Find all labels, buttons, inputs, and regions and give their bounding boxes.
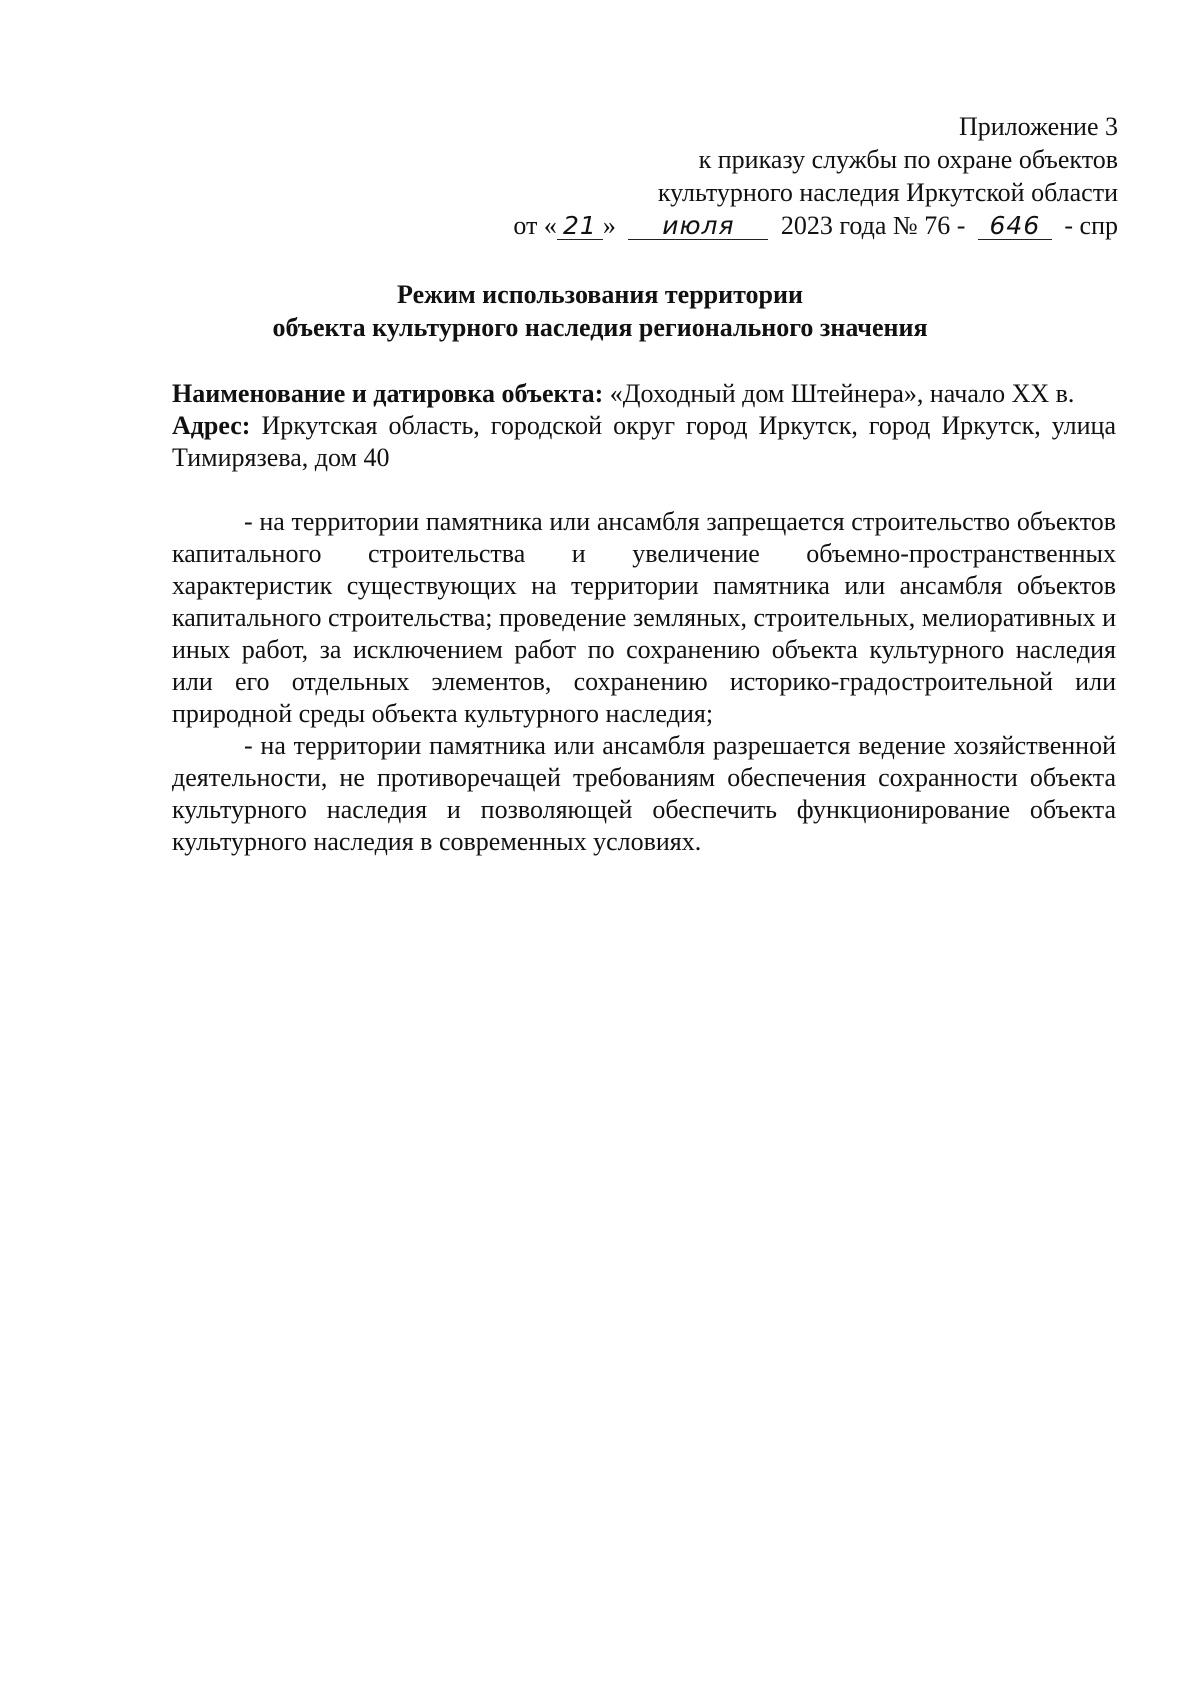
handwritten-month: июля (628, 213, 768, 240)
appendix-header (513, 110, 1118, 242)
order-date-line (513, 209, 1118, 242)
title-line-1: Режим использования территории (397, 280, 803, 309)
address-value: Иркутская область, городской округ город Иркутск, город Иркутск, улица Тимирязева, дом 40 (172, 411, 1116, 472)
handwritten-day: 21 (557, 213, 603, 240)
permission-paragraph: - на территории памятника или ансамбля разрешается ведение хозяйственной деятельности, не противоречащей требованиям обеспечения сохранности объекта культурного наследия и позволяющей обеспечить функционирование объекта культурного наследия в современных условиях. (172, 731, 1116, 856)
object-name-value: «Доходный дом Штейнера», начало XX в. (609, 379, 1075, 408)
date-mid: » (602, 211, 616, 240)
document-body (172, 378, 1116, 858)
date-prefix: от « (513, 211, 557, 240)
spacer (172, 474, 1116, 506)
issuing-authority: культурного наследия Иркутской области (657, 178, 1118, 207)
title-line-2: объекта культурного наследия регионального значения (272, 313, 928, 342)
prohibition-paragraph: - на территории памятника или ансамбля запрещается строительство объектов капитального строительства и увеличение объемно-пространственных характеристик существующих на территории памятника или ансамбля объектов капитального строительства; проведение земляных, строительных, мелиоративных и иных работ, за исключением работ по сохранению объекта культурного наследия или его отдельных элементов, сохранению историко-градостроительной или природной среды объекта культурного наследия; (172, 507, 1116, 728)
handwritten-order-number: 646 (978, 213, 1052, 240)
order-suffix: - спр (1064, 211, 1118, 240)
object-address (172, 410, 1116, 474)
object-name-label: Наименование и датировка объекта: (172, 379, 604, 408)
document-title (0, 278, 1200, 344)
object-name (172, 378, 1116, 410)
year-and-number-prefix: 2023 года № 76 - (780, 211, 966, 240)
order-reference: к приказу службы по охране объектов (698, 145, 1118, 174)
address-label: Адрес: (172, 411, 251, 440)
appendix-number: Приложение 3 (958, 112, 1118, 141)
